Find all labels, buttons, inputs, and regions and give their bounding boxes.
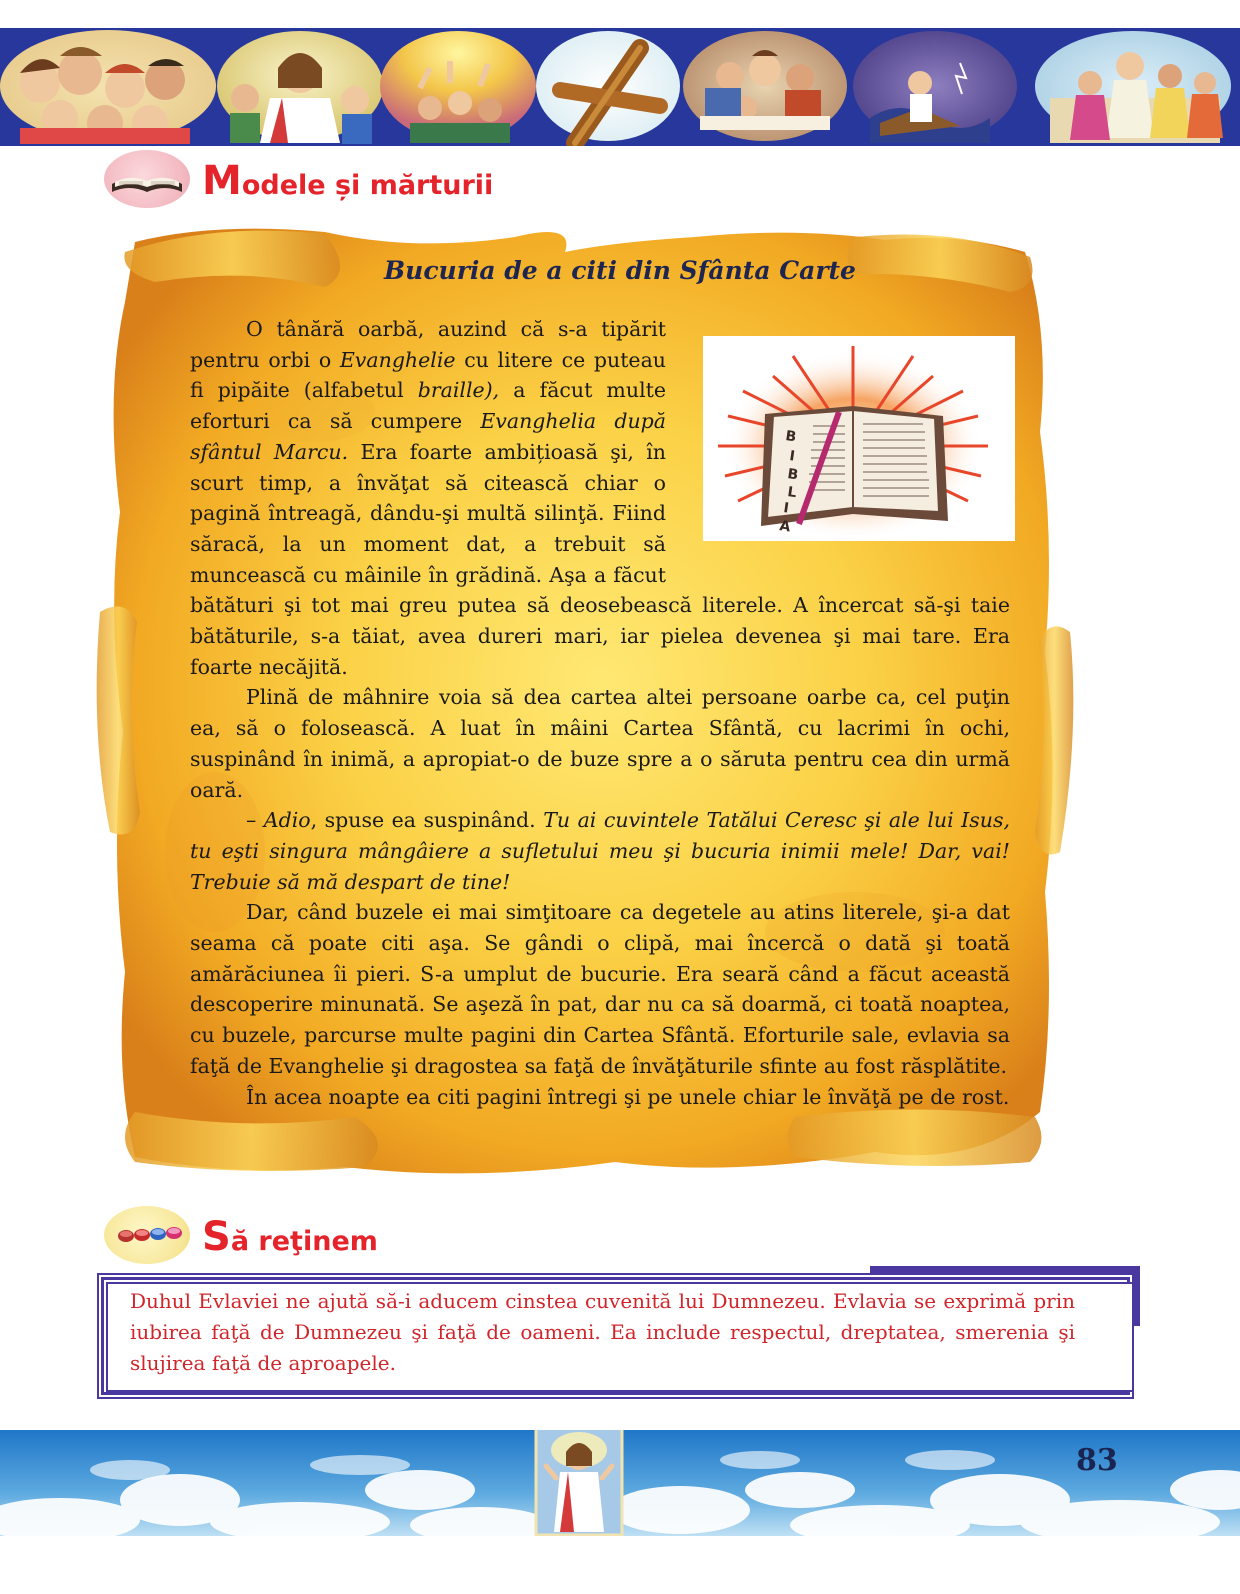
medallion-crowd-icon [380, 31, 536, 143]
story-paragraph [190, 682, 1010, 805]
svg-text:B: B [784, 428, 798, 446]
story-italic-run: Tu ai cuvintele Tatălui Ceresc şi ale lui Isus, tu eşti singura mângâiere a sufletului meu şi bucuria inimii mele! Dar, vai! Trebuie să mă despart de tine! [190, 808, 1011, 894]
story-run: a făcut multe eforturi ca să cumpere [190, 378, 666, 434]
remember-text: Duhul Evlaviei ne ajută să-i aducem cinstea cuvenită lui Dumnezeu. Evlavia se exprimă prin iubirea faţă de Dumnezeu şi faţă de oameni. Ea include respectul, dreptatea, smerenia şi slujirea faţă de aproapele. [130, 1289, 1075, 1375]
jesus-blessing-icon [536, 1430, 622, 1535]
svg-text:B: B [786, 466, 800, 484]
section-title-models: Modele și mărturii [202, 158, 494, 204]
story-paragraph [190, 1082, 1010, 1113]
svg-text:I: I [782, 500, 790, 517]
medallion-cross-icon [536, 31, 680, 143]
story-paragraph [190, 314, 1010, 682]
header-illustration-band [0, 28, 1240, 146]
story-run: O tânără oarbă, auzind că s-a tipărit pentru orbi o [190, 317, 666, 372]
story-run: Dar, când buzele ei mai simţitoare ca degetele au atins literele, şi-a dat seama că poate citi aşa. Se gândi o clipă, mai încercă o dată şi toată amărăciunea îi pieri. S-a umplut de bucurie. Era seară când a făcut această descoperire minunată. Se aşeză în pat, dar nu ca să doarmă, ci toată noaptea, cu buzele, parcurse multe pagini din Cartea Sfântă. Eforturile sale, evlavia sa faţă de Evanghelie şi dragostea sa faţă de învăţăturile sfinte au fost răsplătite. [190, 900, 1010, 1078]
story-run: – [246, 808, 264, 833]
story-italic-run: Evanghelie [339, 347, 456, 372]
story-run: cu litere ce puteau fi pipăite (alfabetul [190, 347, 666, 403]
section-title-remember: Să reţinem [202, 1214, 378, 1260]
medallion-disciples-icon [1035, 31, 1231, 143]
story-paragraph [190, 897, 1010, 1081]
svg-text:A: A [778, 518, 792, 536]
story-italic-run: braille), [417, 378, 500, 403]
story-italic-run: Adio [263, 808, 311, 833]
medallion-children-icon [0, 30, 216, 144]
medallion-jesus-icon [217, 31, 383, 144]
footer-sky-band [0, 1430, 1240, 1536]
medallion-supper-icon [683, 31, 847, 141]
story-run: Era foarte ambițioasă şi, în scurt timp, a învăţat să citească chiar o pagină întreagă, dându-şi multă silinţă. Fiind săracă, la un moment dat, a trebuit să muncească cu mâinile în grădină. Aşa a făcut bătături şi tot mai greu putea să deosebească literele. A încercat să-şi taie bătăturile, s-a tăiat, avea dureri mari, iar pielea devenea şi mai tare. Era foarte necăjită. [190, 439, 1010, 679]
paint-dots-icon [104, 1206, 190, 1264]
header-medallions [0, 28, 1240, 146]
story-text [190, 314, 1010, 1112]
story-run: , spuse ea suspinând. [310, 808, 544, 833]
story-run: În acea noapte ea citi pagini întregi şi pe unele chiar le învăţă pe de rost. [246, 1084, 1010, 1109]
story-paragraph [190, 805, 1010, 897]
story-title: Bucuria de a citi din Sfânta Carte [384, 256, 856, 285]
illustration-space [680, 320, 1010, 560]
open-book-icon [104, 150, 190, 208]
story-italic-run: Evanghelia după sfântul Marcu. [190, 409, 666, 464]
page-number: 83 [1076, 1443, 1118, 1478]
medallion-storm-icon [853, 31, 1017, 143]
story-run: Plină de mâhnire voia să dea cartea altei persoane oarbe ca, cel puţin ea, să o folosească. A luat în mâini Cartea Sfântă, cu lacrimi în ochi, suspinând în inimă, a apropiat-o de buze spre a o săruta pentru cea din urmă oară. [190, 685, 1010, 802]
svg-text:I: I [788, 448, 796, 465]
svg-text:L: L [786, 484, 798, 502]
